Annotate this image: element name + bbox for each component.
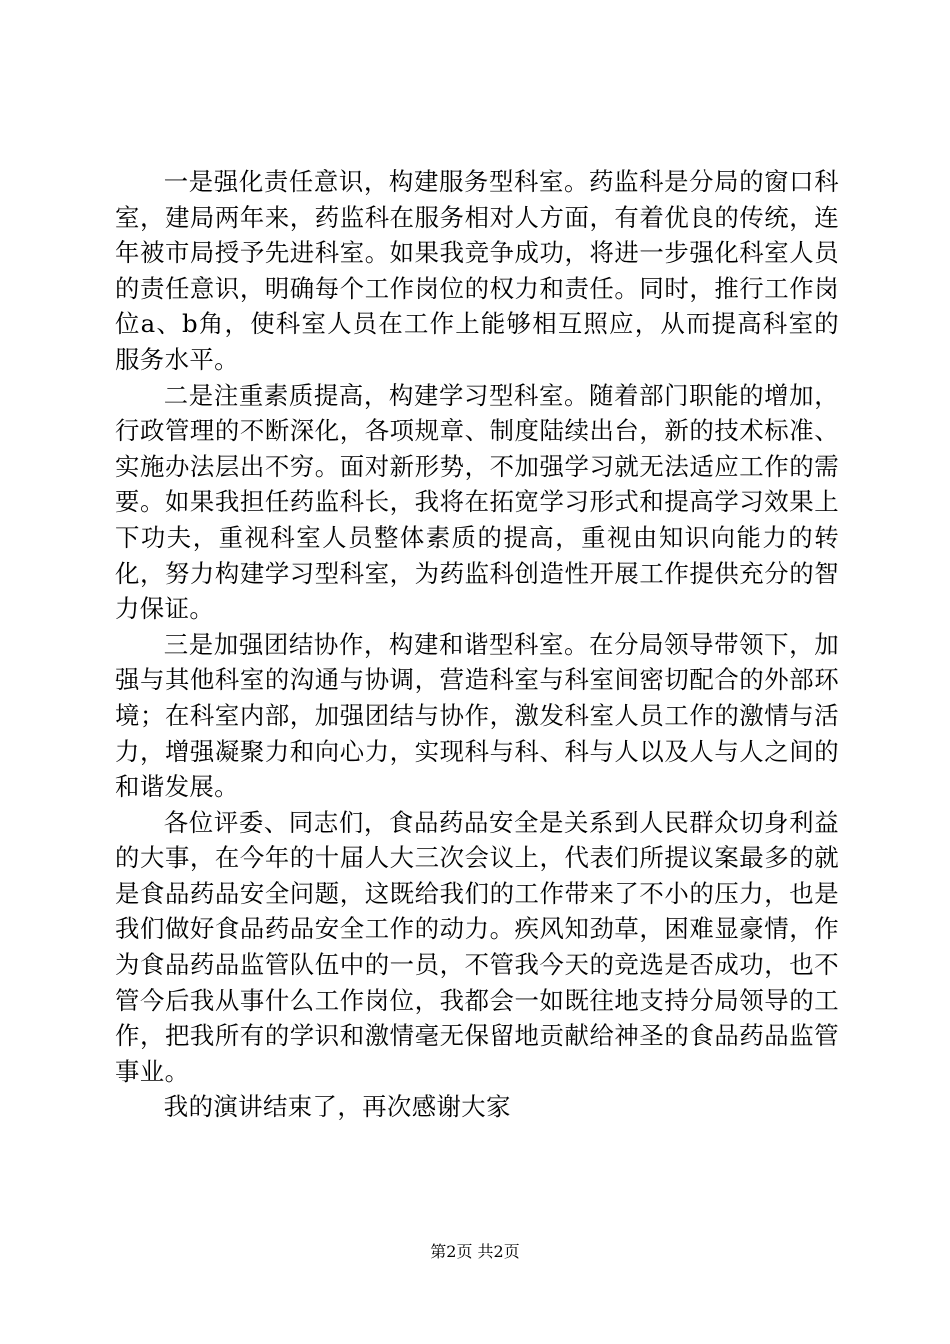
paragraph-learning-office: 二是注重素质提高，构建学习型科室。随着部门职能的增加，行政管理的不断深化，各项规章、制度陆续出台，新的技术标准、实施办法层出不穷。面对新形势，不加强学习就无法适应工作的需要。如果我担任药监科长，我将在拓宽学习形式和提高学习效果上下功夫，重视科室人员整体素质的提高，重视由知识向能力的转化，努力构建学习型科室，为药监科创造性开展工作提供充分的智力保证。	[115, 380, 839, 624]
document-body	[115, 164, 839, 1125]
paragraph-closing-remarks: 各位评委、同志们，食品药品安全是关系到人民群众切身利益的大事，在今年的十届人大三次会议上，代表们所提议案最多的就是食品药品安全问题，这既给我们的工作带来了不小的压力，也是我们做好食品药品安全工作的动力。疾风知劲草，困难显豪情，作为食品药品监管队伍中的一员，不管我今天的竞选是否成功，也不管今后我从事什么工作岗位，我都会一如既往地支持分局领导的工作，把我所有的学识和激情毫无保留地贡献给神圣的食品药品监管事业。	[115, 807, 839, 1086]
paragraph-service-office: 一是强化责任意识，构建服务型科室。药监科是分局的窗口科室，建局两年来，药监科在服务相对人方面，有着优良的传统，连年被市局授予先进科室。如果我竞争成功，将进一步强化科室人员的责任意识，明确每个工作岗位的权力和责任。同时，推行工作岗位a、b角，使科室人员在工作上能够相互照应，从而提高科室的服务水平。	[115, 167, 839, 374]
paragraph-thanks: 我的演讲结束了，再次感谢大家	[163, 1092, 511, 1122]
page-number-footer: 第2页 共2页	[430, 1242, 520, 1261]
paragraph-harmonious-office: 三是加强团结协作，构建和谐型科室。在分局领导带领下，加强与其他科室的沟通与协调，营造科室与科室间密切配合的外部环境；在科室内部，加强团结与协作，激发科室人员工作的激情与活力，增强凝聚力和向心力，实现科与科、科与人以及人与人之间的和谐发展。	[115, 629, 839, 802]
